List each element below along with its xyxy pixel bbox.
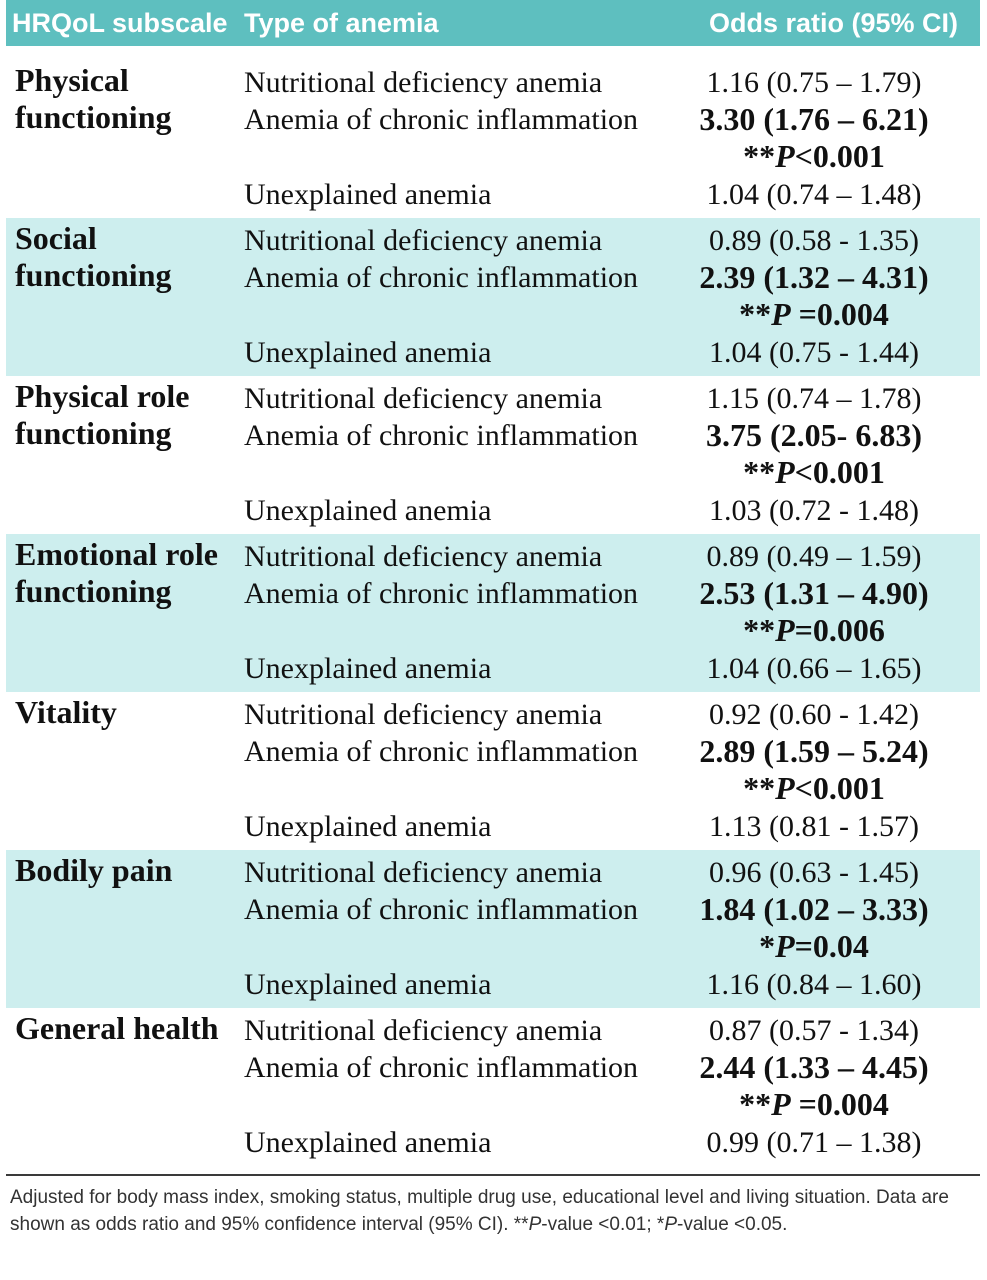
anemia-type: Nutritional deficiency anemia [244, 540, 603, 573]
anemia-type: Unexplained anemia [244, 810, 492, 843]
anemia-type: Nutritional deficiency anemia [244, 698, 603, 731]
odds-ratio: 0.92 (0.60 - 1.42) [709, 698, 919, 731]
group-bodily-pain [6, 850, 980, 1008]
table-row [6, 334, 980, 371]
p-value: **P=0.006 [743, 612, 885, 648]
anemia-type: Anemia of chronic inflammation [244, 735, 639, 768]
anemia-type: Unexplained anemia [244, 652, 492, 685]
subscale-name: Physical role functioning [15, 378, 190, 451]
odds-ratio: 1.16 (0.84 – 1.60) [706, 968, 922, 1001]
table-row [6, 417, 980, 454]
odds-ratio: 1.04 (0.75 - 1.44) [709, 336, 919, 369]
p-value: **P =0.004 [739, 296, 889, 332]
table-row [6, 380, 980, 417]
subscale-name: Vitality [15, 694, 117, 730]
group-emotional-role-functioning [6, 534, 980, 692]
group-physical-functioning [6, 60, 980, 218]
odds-ratio: 1.15 (0.74 – 1.78) [706, 382, 922, 415]
odds-ratio: 2.89 (1.59 – 5.24) [699, 733, 929, 769]
table-row [6, 1049, 980, 1086]
odds-ratio: 0.87 (0.57 - 1.34) [709, 1014, 919, 1047]
anemia-type: Unexplained anemia [244, 494, 492, 527]
subscale-name: Bodily pain [15, 852, 173, 888]
p-value: **P<0.001 [743, 770, 885, 806]
table-row [6, 101, 980, 138]
anemia-type: Unexplained anemia [244, 336, 492, 369]
odds-ratio: 1.84 (1.02 – 3.33) [699, 891, 929, 927]
table-row [6, 1012, 980, 1049]
anemia-type: Anemia of chronic inflammation [244, 1051, 639, 1084]
odds-ratio: 0.99 (0.71 – 1.38) [706, 1126, 922, 1159]
header-hrqol-subscale: HRQoL subscale [12, 8, 228, 38]
anemia-type: Unexplained anemia [244, 968, 492, 1001]
anemia-type: Nutritional deficiency anemia [244, 224, 603, 257]
odds-ratio: 1.16 (0.75 – 1.79) [706, 66, 922, 99]
table-row [6, 575, 980, 612]
table-row [6, 538, 980, 575]
p-value: *P=0.04 [759, 928, 869, 964]
odds-ratio: 2.53 (1.31 – 4.90) [699, 575, 929, 611]
odds-ratio: 0.89 (0.49 – 1.59) [706, 540, 922, 573]
anemia-type: Nutritional deficiency anemia [244, 1014, 603, 1047]
group-social-functioning [6, 218, 980, 376]
table-row [6, 1124, 980, 1161]
subscale-name: Social functioning [15, 220, 172, 293]
odds-ratio: 0.96 (0.63 - 1.45) [709, 856, 919, 889]
subscale-name: General health [15, 1010, 219, 1046]
p-value: **P<0.001 [743, 454, 885, 490]
table-row [6, 259, 980, 296]
table-row [6, 222, 980, 259]
anemia-type: Anemia of chronic inflammation [244, 419, 639, 452]
odds-ratio: 1.04 (0.66 – 1.65) [706, 652, 922, 685]
odds-ratio: 0.89 (0.58 - 1.35) [709, 224, 919, 257]
subscale-name: Physical functioning [15, 62, 172, 135]
group-vitality [6, 692, 980, 850]
odds-ratio: 2.44 (1.33 – 4.45) [699, 1049, 929, 1085]
table-row [6, 492, 980, 529]
anemia-type: Nutritional deficiency anemia [244, 66, 603, 99]
anemia-type: Unexplained anemia [244, 1126, 492, 1159]
table-footnote: Adjusted for body mass index, smoking status, multiple drug use, educational level and living situation. Data are shown as odds ratio and 95% confidence interval (95% CI). **P-value <0.01; *P-value <0.05. [10, 1187, 949, 1235]
odds-ratio: 2.39 (1.32 – 4.31) [699, 259, 929, 295]
anemia-type: Anemia of chronic inflammation [244, 103, 639, 136]
anemia-type: Anemia of chronic inflammation [244, 577, 639, 610]
anemia-type: Unexplained anemia [244, 178, 492, 211]
p-value: **P<0.001 [743, 138, 885, 174]
p-value: **P =0.004 [739, 1086, 889, 1122]
odds-ratio: 1.04 (0.74 – 1.48) [706, 178, 922, 211]
table-row [6, 966, 980, 1003]
table-row [6, 854, 980, 891]
header-odds-ratio: Odds ratio (95% CI) [708, 8, 958, 38]
table-row [6, 650, 980, 687]
subscale-name: Emotional role functioning [15, 536, 218, 609]
table-header [6, 0, 980, 46]
table-row [6, 64, 980, 101]
table-row [6, 176, 980, 213]
group-physical-role-functioning [6, 376, 980, 534]
anemia-type: Anemia of chronic inflammation [244, 261, 639, 294]
table-row [6, 808, 980, 845]
odds-ratio: 3.30 (1.76 – 6.21) [699, 101, 929, 137]
table-row [6, 733, 980, 770]
odds-ratio: 1.13 (0.81 - 1.57) [709, 810, 919, 843]
anemia-type: Nutritional deficiency anemia [244, 856, 603, 889]
odds-ratio: 1.03 (0.72 - 1.48) [709, 494, 919, 527]
table-row [6, 696, 980, 733]
anemia-type: Nutritional deficiency anemia [244, 382, 603, 415]
table-row [6, 891, 980, 928]
odds-ratio: 3.75 (2.05- 6.83) [706, 417, 922, 453]
group-general-health [6, 1008, 980, 1166]
header-type-of-anemia: Type of anemia [244, 8, 439, 38]
table-bottom-rule [6, 1174, 980, 1176]
anemia-type: Anemia of chronic inflammation [244, 893, 639, 926]
